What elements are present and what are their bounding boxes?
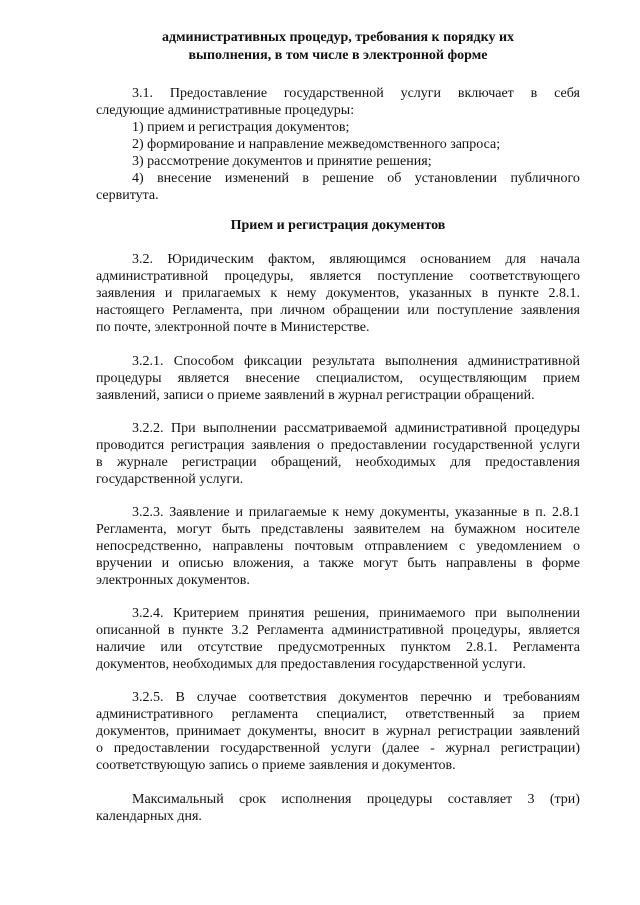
procedure-list-item: 2) формирование и направление межведомственного запроса;: [132, 137, 501, 152]
procedure-list-item: 1) прием и регистрация документов;: [132, 120, 350, 135]
paragraph-3-2-line: 3.2. Юридическим фактом, являющимся основанием для начала: [132, 252, 580, 267]
deadline-line: Максимальный срок исполнения процедуры составляет 3 (три): [132, 792, 580, 807]
procedure-list-item: 4) внесение изменений в решение об установлении публичного: [132, 171, 580, 186]
section-title-line-2: выполнения, в том числе в электронной форме: [188, 48, 488, 63]
paragraph-3-2-5-line: документов, принимает документы, вносит в журнал регистрации заявлений: [96, 724, 580, 739]
paragraph-3-2-3-line: вручении и описью вложения, а также могут быть направлены в форме: [96, 556, 580, 571]
paragraph-3-2-1-line: процедуры является внесение специалистом, осуществляющим прием: [96, 371, 580, 386]
paragraph-3-2-2-line: проводится регистрация заявления о предоставлении государственной услуги: [96, 438, 580, 453]
paragraph-3-1-line: 3.1. Предоставление государственной услуги включает в себя: [132, 86, 580, 101]
paragraph-3-2-2-line: 3.2.2. При выполнении рассматриваемой административной процедуры: [132, 421, 580, 436]
paragraph-3-2-3-line: Регламента, могут быть представлены заявителем на бумажном носителе: [96, 522, 580, 537]
paragraph-3-2-4-line: документов, необходимых для предоставления государственной услуги.: [96, 657, 526, 672]
paragraph-3-2-5-line: административного регламента специалист, ответственный за прием: [96, 707, 580, 722]
paragraph-3-2-line: настоящего Регламента, при личном обращении или поступление заявления: [96, 303, 580, 318]
procedure-list-item: сервитута.: [96, 188, 159, 203]
paragraph-3-1-line: следующие административные процедуры:: [96, 103, 355, 118]
paragraph-3-2-1-line: 3.2.1. Способом фиксации результата выполнения административной: [132, 354, 580, 369]
paragraph-3-2-2-line: государственной услуги.: [96, 472, 244, 487]
section-title-line-1: административных процедур, требования к порядку их: [161, 30, 515, 45]
paragraph-3-2-5-line: о предоставлении государственной услуги (далее - журнал регистрации): [96, 741, 580, 756]
paragraph-3-2-line: административной процедуры, является поступление соответствующего: [96, 269, 580, 284]
procedure-list-item: 3) рассмотрение документов и принятие решения;: [132, 154, 432, 169]
paragraph-3-2-1-line: заявлений, записи о приеме заявлений в журнал регистрации обращений.: [96, 388, 535, 403]
paragraph-3-2-2-line: в журнале регистрации обращений, необходимых для предоставления: [96, 455, 580, 470]
deadline-line: календарных дня.: [96, 809, 202, 824]
paragraph-3-2-3-line: 3.2.3. Заявление и прилагаемые к нему документы, указанные в п. 2.8.1: [132, 505, 580, 520]
paragraph-3-2-4-line: описанной в пункте 3.2 Регламента административной процедуры, является: [96, 623, 580, 638]
paragraph-3-2-5-line: соответствующую запись о приеме заявления и документов.: [96, 758, 456, 773]
paragraph-3-2-line: заявления и прилагаемых к нему документов, указанных в пункте 2.8.1.: [96, 286, 580, 301]
paragraph-3-2-4-line: наличие или отсутствие предусмотренных пунктом 2.8.1. Регламента: [96, 640, 580, 655]
paragraph-3-2-3-line: непосредственно, направлены почтовым отправлением с уведомлением о: [96, 539, 580, 554]
subsection-heading: Прием и регистрация документов: [230, 218, 446, 233]
paragraph-3-2-line: по почте, электронной почте в Министерстве.: [96, 320, 370, 335]
paragraph-3-2-4-line: 3.2.4. Критерием принятия решения, принимаемого при выполнении: [132, 606, 580, 621]
paragraph-3-2-3-line: электронных документов.: [96, 573, 250, 588]
paragraph-3-2-5-line: 3.2.5. В случае соответствия документов перечню и требованиям: [132, 690, 580, 705]
